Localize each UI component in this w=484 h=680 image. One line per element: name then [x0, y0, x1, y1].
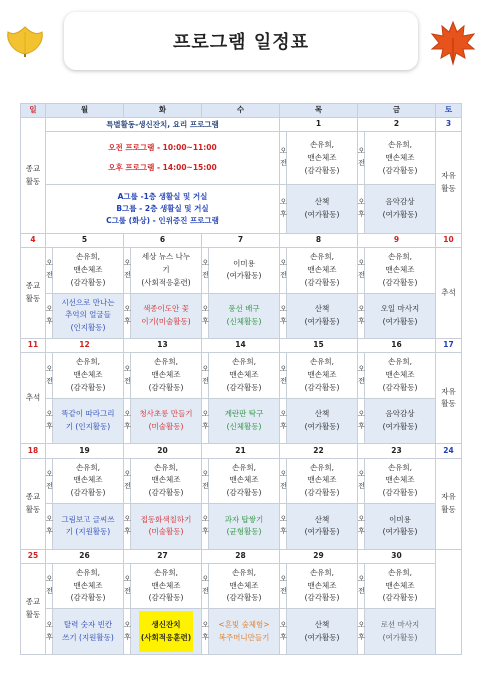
pm-label: 오 후: [46, 398, 53, 444]
day-17-activity: 자유 활동: [436, 353, 462, 444]
day-5: 5: [46, 233, 124, 247]
day-29-pm: 산책 (여가활동): [287, 609, 358, 655]
am-label: 오 전: [358, 563, 365, 609]
pm-label: 오 후: [124, 504, 131, 550]
day-16-pm: 음악감상 (여가활동): [365, 398, 436, 444]
day-6: 6: [124, 233, 202, 247]
pm-label: 오 후: [358, 504, 365, 550]
day-30-am: 손유희, 맨손체조 (감각활동): [365, 563, 436, 609]
day-1-pm: 산책 (여가활동): [287, 185, 358, 234]
week3-sunday: 추석: [21, 353, 46, 444]
am-label: 오 전: [280, 353, 287, 399]
pm-label: 오 후: [358, 293, 365, 339]
week4-number-row: [21, 444, 462, 458]
weekday-mon: 월: [46, 104, 124, 118]
pm-label: 오 후: [202, 293, 209, 339]
pm-label: 오 후: [358, 185, 365, 234]
day-3-activity: 자유 활동: [436, 132, 462, 233]
maple-leaf-icon: [428, 18, 478, 72]
week4-am-row: [21, 458, 462, 504]
week1-sunday: 종교 활동: [21, 118, 46, 234]
am-label: 오 전: [124, 563, 131, 609]
birthday-party-highlight: 생신잔치 (사회적응훈련): [139, 611, 193, 653]
day-20: 20: [124, 444, 202, 458]
day-15: 15: [280, 339, 358, 353]
pm-label: 오 후: [280, 293, 287, 339]
day-8-am: 손유희, 맨손체조 (감각활동): [287, 248, 358, 294]
am-label: 오 전: [124, 353, 131, 399]
am-label: 오 전: [280, 248, 287, 294]
day-26-pm: 탈력 숫자 빈칸 쓰기 (지원활동): [53, 609, 124, 655]
weekday-fri: 금: [358, 104, 436, 118]
day-15-am: 손유희, 맨손체조 (감각활동): [287, 353, 358, 399]
day-28-pm: <흔빛 숲체험> 복주머니만들기: [209, 609, 280, 655]
day-19-am: 손유희, 맨손체조 (감각활동): [53, 458, 124, 504]
title-card: [64, 12, 418, 70]
day-22-pm: 산책 (여가활동): [287, 504, 358, 550]
day-16-am: 손유희, 맨손체조 (감각활동): [365, 353, 436, 399]
day-9: 9: [358, 233, 436, 247]
day-28: 28: [202, 549, 280, 563]
page-title: 프로그램 일정표: [173, 32, 309, 53]
week1-am-row: [21, 132, 462, 185]
weekday-wed: 수: [202, 104, 280, 118]
am-label: 오 전: [202, 563, 209, 609]
day-6-am: 세상 뉴스 나누 기 (사회적응훈련): [131, 248, 202, 294]
am-label: 오 전: [46, 563, 53, 609]
weekday-sun: 일: [21, 104, 46, 118]
day-25: 25: [21, 549, 46, 563]
am-label: 오 전: [280, 458, 287, 504]
day-7-am: 이미용 (여가활동): [209, 248, 280, 294]
day-11: 11: [21, 339, 46, 353]
day-29: 29: [280, 549, 358, 563]
day-24-activity: 자유 활동: [436, 458, 462, 549]
week3-am-row: [21, 353, 462, 399]
pm-program-time: 오후 프로그램 - 14:00~15:00: [108, 163, 217, 173]
weekday-thu: 목: [280, 104, 358, 118]
day-2-am: 손유희, 맨손체조 (감각활동): [365, 132, 436, 185]
day-13: 13: [124, 339, 202, 353]
day-21: 21: [202, 444, 280, 458]
group-info: A그룹 -1층 생활실 및 거실 B그룹 - 2층 생활실 및 거실 C그룹 (화상) - 인위증진 프로그램: [46, 185, 280, 234]
am-label: 오 전: [358, 132, 365, 185]
day-24: 24: [436, 444, 462, 458]
pm-label: 오 후: [280, 609, 287, 655]
day-22-am: 손유희, 맨손체조 (감각활동): [287, 458, 358, 504]
weekday-tue: 화: [124, 104, 202, 118]
day-7-pm: 풍선 배구 (신체활동): [209, 293, 280, 339]
day-4: 4: [21, 233, 46, 247]
pm-label: 오 후: [280, 398, 287, 444]
am-label: 오 전: [46, 248, 53, 294]
am-label: 오 전: [124, 458, 131, 504]
week5-number-row: [21, 549, 462, 563]
week1-pm-row: [21, 185, 462, 234]
week3-number-row: [21, 339, 462, 353]
am-label: 오 전: [202, 248, 209, 294]
pm-label: 오 후: [46, 293, 53, 339]
week5-pm-row: [21, 609, 462, 655]
am-label: 오 전: [280, 132, 287, 185]
program-times: [46, 132, 280, 185]
special-activity-banner: 특별활동-생신잔치, 요리 프로그램: [46, 118, 280, 132]
day-14: 14: [202, 339, 280, 353]
week2-am-row: [21, 248, 462, 294]
am-program-time: 오전 프로그램 - 10:00~11:00: [108, 142, 217, 152]
day-9-pm: 오일 마사지 (여가활동): [365, 293, 436, 339]
am-label: 오 전: [280, 563, 287, 609]
pm-label: 오 후: [280, 185, 287, 234]
am-label: 오 전: [124, 248, 131, 294]
day-22: 22: [280, 444, 358, 458]
day-23-pm: 이미용 (여가활동): [365, 504, 436, 550]
day-10: 10: [436, 233, 462, 247]
day-27-pm-cell: [131, 609, 202, 655]
day-26-am: 손유희, 맨손체조 (감각활동): [53, 563, 124, 609]
day-15-pm: 산책 (여가활동): [287, 398, 358, 444]
pm-label: 오 후: [280, 504, 287, 550]
week4-pm-row: [21, 504, 462, 550]
day-23: 23: [358, 444, 436, 458]
schedule-table: [20, 103, 462, 655]
week3-pm-row: [21, 398, 462, 444]
day-6-pm: 색종이도안 꽃 이기(미술활동): [131, 293, 202, 339]
day-12-am: 손유희, 맨손체조 (감각활동): [53, 353, 124, 399]
am-label: 오 전: [46, 353, 53, 399]
day-5-pm: 시선으로 만나는 추억의 얼굴들 (인지활동): [53, 293, 124, 339]
day-29-am: 손유희, 맨손체조 (감각활동): [287, 563, 358, 609]
am-label: 오 전: [358, 458, 365, 504]
pm-label: 오 후: [358, 398, 365, 444]
day-30-pm: 로션 마사지 (여가활동): [365, 609, 436, 655]
day-14-am: 손유희, 맨손체조 (감각활동): [209, 353, 280, 399]
day-17: 17: [436, 339, 462, 353]
day-12: 12: [46, 339, 124, 353]
day-21-am: 손유희, 맨손체조 (감각활동): [209, 458, 280, 504]
day-26: 26: [46, 549, 124, 563]
day-3: 3: [436, 118, 462, 132]
day-30: 30: [358, 549, 436, 563]
pm-label: 오 후: [202, 504, 209, 550]
day-8-pm: 산책 (여가활동): [287, 293, 358, 339]
day-18: 18: [21, 444, 46, 458]
week2-number-row: [21, 233, 462, 247]
day-13-am: 손유희, 맨손체조 (감각활동): [131, 353, 202, 399]
pm-label: 오 후: [358, 609, 365, 655]
day-7: 7: [202, 233, 280, 247]
day-13-pm: 청사초롱 만들기 (미술활동): [131, 398, 202, 444]
week4-sunday: 종교 활동: [21, 458, 46, 549]
pm-label: 오 후: [46, 504, 53, 550]
day-23-am: 손유희, 맨손체조 (감각활동): [365, 458, 436, 504]
day-9-am: 손유희, 맨손체조 (감각활동): [365, 248, 436, 294]
pm-label: 오 후: [124, 609, 131, 655]
empty-cell: [436, 549, 462, 654]
day-20-am: 손유희, 맨손체조 (감각활동): [131, 458, 202, 504]
day-12-pm: 똑같이 따라그리 기 (인지활동): [53, 398, 124, 444]
day-19: 19: [46, 444, 124, 458]
day-27-am: 손유희, 맨손체조 (감각활동): [131, 563, 202, 609]
am-label: 오 전: [358, 248, 365, 294]
weekday-header-row: [21, 104, 462, 118]
day-14-pm: 계란판 탁구 (신체활동): [209, 398, 280, 444]
week5-am-row: [21, 563, 462, 609]
day-8: 8: [280, 233, 358, 247]
day-2: 2: [358, 118, 436, 132]
day-1: 1: [280, 118, 358, 132]
week2-pm-row: [21, 293, 462, 339]
am-label: 오 전: [46, 458, 53, 504]
day-5-am: 손유희, 맨손체조 (감각활동): [53, 248, 124, 294]
day-27: 27: [124, 549, 202, 563]
pm-label: 오 후: [124, 293, 131, 339]
day-21-pm: 과자 탑쌓기 (균형활동): [209, 504, 280, 550]
pm-label: 오 후: [202, 609, 209, 655]
pm-label: 오 후: [46, 609, 53, 655]
day-28-am: 손유희, 맨손체조 (감각활동): [209, 563, 280, 609]
am-label: 오 전: [202, 458, 209, 504]
day-20-pm: 접동화색칠하기 (미술활동): [131, 504, 202, 550]
pm-label: 오 후: [202, 398, 209, 444]
ginkgo-leaf-icon: [4, 24, 46, 62]
am-label: 오 전: [358, 353, 365, 399]
week1-number-row: [21, 118, 462, 132]
week2-sunday: 종교 활동: [21, 248, 46, 339]
day-19-pm: 그림보고 글씨쓰 기 (지원활동): [53, 504, 124, 550]
am-label: 오 전: [202, 353, 209, 399]
day-16: 16: [358, 339, 436, 353]
pm-label: 오 후: [124, 398, 131, 444]
day-10-activity: 추석: [436, 248, 462, 339]
day-2-pm: 음악감상 (여가활동): [365, 185, 436, 234]
day-1-am: 손유희, 맨손체조 (감각활동): [287, 132, 358, 185]
weekday-sat: 토: [436, 104, 462, 118]
week5-sunday: 종교 활동: [21, 563, 46, 654]
